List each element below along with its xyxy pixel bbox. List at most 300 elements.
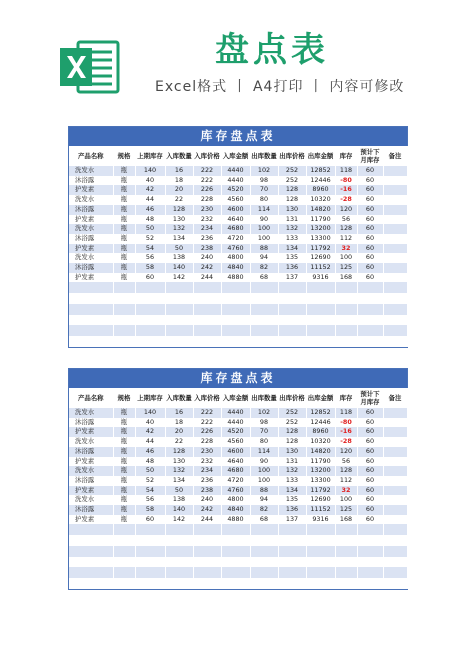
table-cell: 9316 <box>306 515 335 525</box>
table-cell: 沐浴露 <box>69 447 113 457</box>
table-cell: 60 <box>135 515 165 525</box>
empty-cell <box>357 546 383 557</box>
table-cell: 瓶 <box>113 176 135 186</box>
table-cell: 18 <box>165 176 193 186</box>
table-cell: 4680 <box>221 224 250 234</box>
table-row <box>69 515 407 525</box>
table-header-row <box>69 388 407 408</box>
empty-cell <box>306 567 335 578</box>
table-cell: 132 <box>165 224 193 234</box>
table-cell: 40 <box>135 176 165 186</box>
table-cell: 130 <box>278 447 306 457</box>
empty-cell <box>335 567 357 578</box>
table-row <box>69 447 407 457</box>
empty-cell <box>221 557 250 568</box>
table-cell: 4640 <box>221 215 250 225</box>
table-cell: 240 <box>193 495 221 505</box>
table-cell: 42 <box>135 185 165 195</box>
empty-cell <box>250 535 278 546</box>
table-cell: 80 <box>250 437 278 447</box>
empty-cell <box>135 524 165 535</box>
empty-table-row <box>69 315 407 326</box>
table-cell: 瓶 <box>113 185 135 195</box>
table-cell: 140 <box>135 408 165 418</box>
empty-cell <box>113 293 135 304</box>
table-cell: 132 <box>278 466 306 476</box>
table-cell: 100 <box>335 253 357 263</box>
table-cell: 252 <box>278 418 306 428</box>
table-cell: 82 <box>250 505 278 515</box>
empty-cell <box>165 557 193 568</box>
table-cell: 13300 <box>306 234 335 244</box>
empty-cell <box>357 304 383 315</box>
table-cell: 48 <box>135 457 165 467</box>
table-cell: 228 <box>193 437 221 447</box>
empty-cell <box>250 546 278 557</box>
table-cell: 60 <box>357 185 383 195</box>
empty-cell <box>250 282 278 293</box>
table-cell: 11792 <box>306 486 335 496</box>
column-header: 出库价格 <box>278 388 306 408</box>
table-cell: 60 <box>357 176 383 186</box>
table-cell: 11152 <box>306 505 335 515</box>
table-cell <box>383 486 407 496</box>
table-cell: 102 <box>250 408 278 418</box>
table-cell <box>383 205 407 215</box>
empty-table-row <box>69 546 407 557</box>
table-cell: 4840 <box>221 505 250 515</box>
empty-cell <box>193 578 221 589</box>
column-header: 出库数量 <box>250 146 278 166</box>
empty-cell <box>335 315 357 326</box>
table-cell: 130 <box>165 215 193 225</box>
table-cell: 4760 <box>221 486 250 496</box>
column-header: 产品名称 <box>69 146 113 166</box>
table-cell: 瓶 <box>113 505 135 515</box>
column-header: 入库数量 <box>165 388 193 408</box>
excel-logo-icon <box>58 38 120 96</box>
table-cell: 120 <box>335 447 357 457</box>
table-cell <box>383 476 407 486</box>
table-cell: 9316 <box>306 273 335 283</box>
empty-cell <box>278 282 306 293</box>
column-header: 出库价格 <box>278 146 306 166</box>
table-cell: 128 <box>335 466 357 476</box>
empty-cell <box>306 315 335 326</box>
empty-cell <box>250 524 278 535</box>
table-cell: 瓶 <box>113 273 135 283</box>
empty-cell <box>135 546 165 557</box>
table-cell: 4880 <box>221 515 250 525</box>
empty-cell <box>278 336 306 347</box>
table-cell <box>383 495 407 505</box>
table-cell: 133 <box>278 234 306 244</box>
empty-cell <box>278 567 306 578</box>
empty-cell <box>383 336 407 347</box>
table-cell: 12446 <box>306 418 335 428</box>
empty-cell <box>69 325 113 336</box>
table-cell: 护发素 <box>69 427 113 437</box>
table-cell: 48 <box>135 215 165 225</box>
table-cell: 4880 <box>221 273 250 283</box>
empty-cell <box>250 293 278 304</box>
table-row <box>69 408 407 418</box>
table-cell: 60 <box>357 466 383 476</box>
table-cell: 132 <box>278 224 306 234</box>
table-cell: 88 <box>250 486 278 496</box>
empty-cell <box>113 282 135 293</box>
table-cell: 4600 <box>221 447 250 457</box>
table-cell: 4440 <box>221 166 250 176</box>
empty-cell <box>165 546 193 557</box>
table-cell: 洗发水 <box>69 224 113 234</box>
empty-cell <box>165 535 193 546</box>
table-cell: 22 <box>165 195 193 205</box>
empty-cell <box>278 578 306 589</box>
empty-cell <box>113 557 135 568</box>
table-cell: 100 <box>250 466 278 476</box>
table-row <box>69 418 407 428</box>
table-cell: 32 <box>335 244 357 254</box>
table-cell <box>383 253 407 263</box>
table-cell: 118 <box>335 408 357 418</box>
table-cell: 222 <box>193 176 221 186</box>
empty-cell <box>165 293 193 304</box>
table-cell: 12852 <box>306 166 335 176</box>
table-cell: 137 <box>278 273 306 283</box>
table-cell: 护发素 <box>69 486 113 496</box>
column-header: 入库数量 <box>165 146 193 166</box>
table-cell: 瓶 <box>113 495 135 505</box>
table-cell: 128 <box>278 427 306 437</box>
column-header: 入库金额 <box>221 146 250 166</box>
table-cell: 护发素 <box>69 457 113 467</box>
table-cell: 12690 <box>306 495 335 505</box>
table-cell: 46 <box>135 205 165 215</box>
empty-cell <box>383 325 407 336</box>
table-cell: 128 <box>335 224 357 234</box>
empty-cell <box>165 304 193 315</box>
table-cell: 4760 <box>221 244 250 254</box>
table-cell: 222 <box>193 408 221 418</box>
empty-cell <box>69 524 113 535</box>
table-cell: 60 <box>357 273 383 283</box>
table-cell: 10320 <box>306 195 335 205</box>
table-cell: 52 <box>135 234 165 244</box>
empty-table-row <box>69 304 407 315</box>
table-cell: 护发素 <box>69 185 113 195</box>
table-cell: 56 <box>335 457 357 467</box>
empty-cell <box>335 293 357 304</box>
table-cell: 50 <box>135 466 165 476</box>
table-cell: 沐浴露 <box>69 418 113 428</box>
empty-cell <box>135 282 165 293</box>
column-header: 入库价格 <box>193 146 221 166</box>
table-cell: 238 <box>193 244 221 254</box>
table-row <box>69 215 407 225</box>
table-cell: 瓶 <box>113 476 135 486</box>
empty-cell <box>113 524 135 535</box>
table-cell: 12446 <box>306 176 335 186</box>
table-cell <box>383 457 407 467</box>
table-cell: 瓶 <box>113 466 135 476</box>
empty-cell <box>69 293 113 304</box>
empty-cell <box>113 567 135 578</box>
table-cell: 60 <box>357 486 383 496</box>
empty-cell <box>306 304 335 315</box>
empty-cell <box>306 557 335 568</box>
table-cell: 13300 <box>306 476 335 486</box>
table-cell: 14820 <box>306 447 335 457</box>
table-cell: 134 <box>165 476 193 486</box>
table-cell: 洗发水 <box>69 466 113 476</box>
inventory-table <box>69 388 408 589</box>
column-header: 上期库存 <box>135 146 165 166</box>
empty-cell <box>278 524 306 535</box>
table-row <box>69 263 407 273</box>
table-cell <box>383 176 407 186</box>
table-cell <box>383 244 407 254</box>
empty-cell <box>278 535 306 546</box>
table-cell <box>383 515 407 525</box>
table-cell <box>383 224 407 234</box>
column-header: 规格 <box>113 146 135 166</box>
empty-cell <box>278 293 306 304</box>
empty-cell <box>357 578 383 589</box>
table-cell: 98 <box>250 418 278 428</box>
empty-cell <box>383 578 407 589</box>
table-cell: 4440 <box>221 418 250 428</box>
empty-cell <box>165 325 193 336</box>
empty-cell <box>335 325 357 336</box>
empty-cell <box>135 293 165 304</box>
table-cell: 140 <box>135 166 165 176</box>
table-cell: 131 <box>278 457 306 467</box>
table-cell: 120 <box>335 205 357 215</box>
table-row <box>69 176 407 186</box>
table-cell: 128 <box>165 447 193 457</box>
empty-cell <box>69 546 113 557</box>
table-cell: 100 <box>250 224 278 234</box>
empty-cell <box>383 293 407 304</box>
empty-cell <box>69 557 113 568</box>
table-cell <box>383 505 407 515</box>
column-header: 规格 <box>113 388 135 408</box>
table-cell: 238 <box>193 486 221 496</box>
column-header: 备注 <box>383 146 407 166</box>
table-cell: 洗发水 <box>69 253 113 263</box>
empty-cell <box>383 315 407 326</box>
empty-cell <box>193 293 221 304</box>
table-header-row <box>69 146 407 166</box>
table-row <box>69 476 407 486</box>
table-cell <box>383 195 407 205</box>
table-cell: 60 <box>357 166 383 176</box>
table-cell: 60 <box>357 457 383 467</box>
table-row <box>69 253 407 263</box>
table-cell: 134 <box>165 234 193 244</box>
table-cell <box>383 447 407 457</box>
table-cell: 134 <box>278 486 306 496</box>
table-cell: 56 <box>335 215 357 225</box>
empty-cell <box>193 557 221 568</box>
table-cell: 50 <box>135 224 165 234</box>
table-cell: 94 <box>250 253 278 263</box>
empty-cell <box>193 546 221 557</box>
empty-cell <box>357 567 383 578</box>
table-cell: 138 <box>165 253 193 263</box>
empty-cell <box>113 578 135 589</box>
column-header: 上期库存 <box>135 388 165 408</box>
table-cell: 60 <box>357 205 383 215</box>
table-cell: 护发素 <box>69 515 113 525</box>
table-cell: 102 <box>250 166 278 176</box>
table-cell: 60 <box>357 195 383 205</box>
empty-cell <box>278 315 306 326</box>
column-header: 预计下月库存 <box>357 146 383 166</box>
sheet-title: 库存盘点表 <box>69 369 407 388</box>
table-cell: 226 <box>193 427 221 437</box>
empty-cell <box>383 535 407 546</box>
table-cell: 90 <box>250 457 278 467</box>
empty-cell <box>193 315 221 326</box>
table-cell: 60 <box>357 215 383 225</box>
empty-cell <box>221 325 250 336</box>
table-cell: 90 <box>250 215 278 225</box>
column-header: 备注 <box>383 388 407 408</box>
empty-table-row <box>69 282 407 293</box>
table-cell: 168 <box>335 273 357 283</box>
empty-cell <box>69 567 113 578</box>
table-row <box>69 457 407 467</box>
table-cell: 226 <box>193 185 221 195</box>
column-header: 出库金额 <box>306 146 335 166</box>
empty-cell <box>335 535 357 546</box>
table-cell: 瓶 <box>113 166 135 176</box>
table-cell: 4520 <box>221 185 250 195</box>
column-header: 产品名称 <box>69 388 113 408</box>
table-cell: 瓶 <box>113 234 135 244</box>
table-cell: 68 <box>250 515 278 525</box>
table-cell: 234 <box>193 466 221 476</box>
empty-cell <box>221 336 250 347</box>
table-cell: 60 <box>357 505 383 515</box>
table-cell: 60 <box>357 437 383 447</box>
empty-cell <box>383 524 407 535</box>
empty-cell <box>357 336 383 347</box>
table-cell: 52 <box>135 476 165 486</box>
empty-cell <box>193 304 221 315</box>
empty-cell <box>221 293 250 304</box>
table-cell: 131 <box>278 215 306 225</box>
table-cell: 32 <box>335 486 357 496</box>
table-cell: 60 <box>357 447 383 457</box>
table-cell: 洗发水 <box>69 495 113 505</box>
table-cell: 瓶 <box>113 418 135 428</box>
table-row <box>69 273 407 283</box>
table-cell: 114 <box>250 447 278 457</box>
empty-cell <box>383 304 407 315</box>
column-header: 预计下月库存 <box>357 388 383 408</box>
empty-cell <box>250 557 278 568</box>
table-cell: 46 <box>135 447 165 457</box>
table-cell: 125 <box>335 263 357 273</box>
empty-cell <box>135 336 165 347</box>
table-cell: 252 <box>278 408 306 418</box>
table-cell <box>383 215 407 225</box>
table-cell: 134 <box>278 244 306 254</box>
table-cell: 13200 <box>306 466 335 476</box>
empty-cell <box>335 524 357 535</box>
table-cell: 130 <box>165 457 193 467</box>
table-cell: 58 <box>135 505 165 515</box>
empty-cell <box>278 546 306 557</box>
table-cell: 125 <box>335 505 357 515</box>
table-cell: 50 <box>165 486 193 496</box>
empty-cell <box>357 315 383 326</box>
empty-cell <box>357 524 383 535</box>
table-cell: 118 <box>335 166 357 176</box>
empty-cell <box>113 336 135 347</box>
table-cell: 68 <box>250 273 278 283</box>
empty-cell <box>113 535 135 546</box>
table-cell: 80 <box>250 195 278 205</box>
table-cell: 4600 <box>221 205 250 215</box>
table-cell: 60 <box>357 418 383 428</box>
table-cell: 20 <box>165 427 193 437</box>
table-cell: 128 <box>278 185 306 195</box>
table-cell: 14820 <box>306 205 335 215</box>
table-cell: 瓶 <box>113 215 135 225</box>
table-cell: 112 <box>335 476 357 486</box>
table-row <box>69 486 407 496</box>
table-cell: 瓶 <box>113 447 135 457</box>
table-cell: -16 <box>335 427 357 437</box>
empty-cell <box>221 546 250 557</box>
table-cell: 沐浴露 <box>69 176 113 186</box>
table-cell: 4680 <box>221 466 250 476</box>
table-cell: 128 <box>278 437 306 447</box>
empty-cell <box>221 535 250 546</box>
table-cell: 252 <box>278 166 306 176</box>
table-cell: 4640 <box>221 457 250 467</box>
table-cell: 244 <box>193 515 221 525</box>
table-cell: -28 <box>335 437 357 447</box>
table-cell: 114 <box>250 205 278 215</box>
table-row <box>69 427 407 437</box>
empty-cell <box>135 557 165 568</box>
table-cell: 112 <box>335 234 357 244</box>
empty-cell <box>221 304 250 315</box>
table-cell: 4560 <box>221 437 250 447</box>
empty-cell <box>165 336 193 347</box>
table-cell: 130 <box>278 205 306 215</box>
table-row <box>69 224 407 234</box>
table-cell: 瓶 <box>113 457 135 467</box>
empty-table-row <box>69 535 407 546</box>
empty-cell <box>221 578 250 589</box>
empty-cell <box>357 293 383 304</box>
table-cell: 240 <box>193 253 221 263</box>
table-cell: 168 <box>335 515 357 525</box>
empty-cell <box>69 282 113 293</box>
empty-cell <box>69 304 113 315</box>
empty-cell <box>250 304 278 315</box>
table-cell: 137 <box>278 515 306 525</box>
table-cell: 142 <box>165 515 193 525</box>
table-cell: 133 <box>278 476 306 486</box>
table-cell: 10320 <box>306 437 335 447</box>
